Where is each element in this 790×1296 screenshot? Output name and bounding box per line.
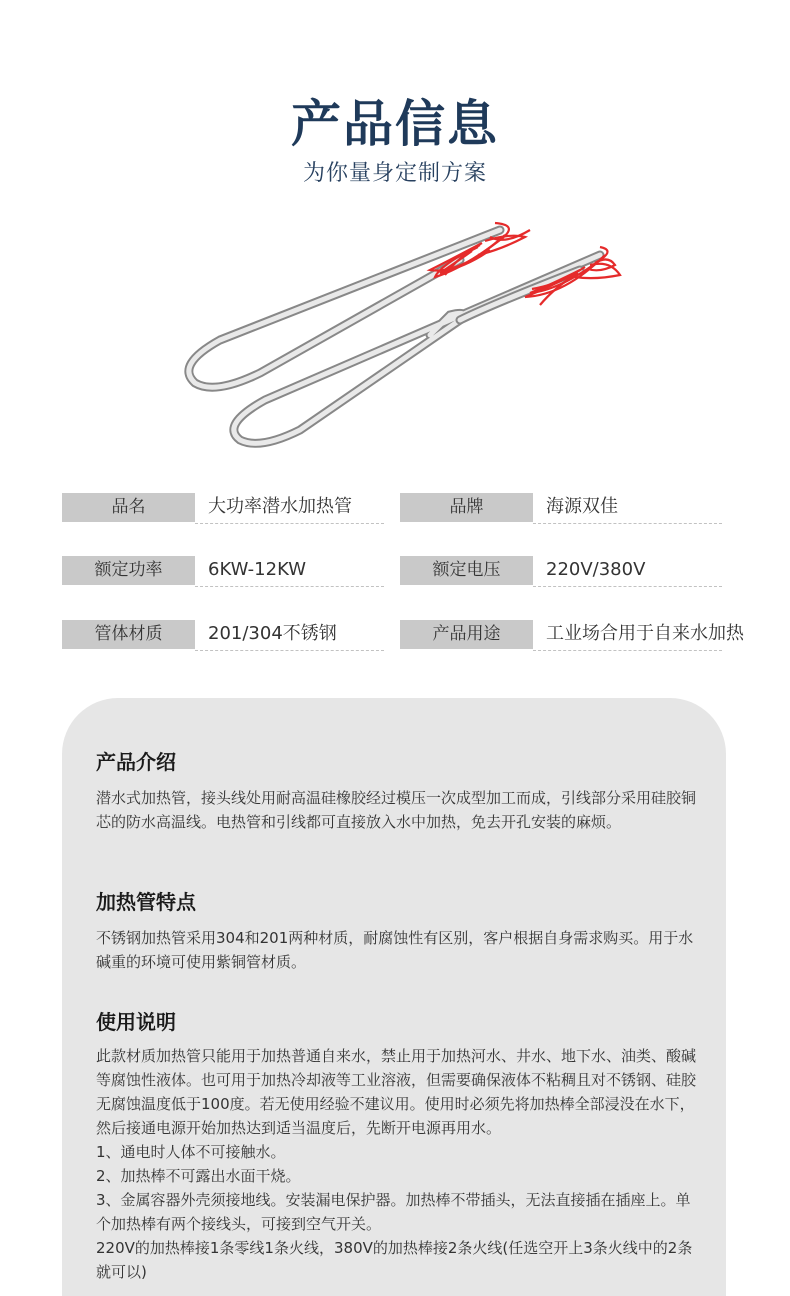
spec-label: 品牌	[400, 493, 533, 522]
divider	[533, 650, 722, 651]
spec-label: 额定功率	[62, 556, 195, 585]
spec-row	[62, 617, 744, 651]
intro-title: 产品介绍	[96, 750, 176, 774]
spec-item-material	[62, 617, 384, 651]
spec-label: 品名	[62, 493, 195, 522]
page-subtitle: 为你量身定制方案	[302, 161, 487, 186]
spec-item-usage	[400, 617, 744, 651]
spec-value: 大功率潜水加热管	[208, 496, 352, 517]
spec-row	[62, 490, 724, 524]
spec-row	[62, 553, 724, 587]
spec-item-power	[62, 553, 384, 587]
features-title: 加热管特点	[96, 890, 196, 914]
usage-title: 使用说明	[96, 1010, 176, 1034]
usage-item: 2、加热棒不可露出水面干烧。	[96, 1167, 301, 1185]
spec-value: 220V/380V	[546, 559, 646, 580]
usage-paragraph: 此款材质加热管只能用于加热普通自来水，禁止用于加热河水、井水、地下水、油类、酸碱等腐蚀性液体。也可用于加热冷却液等工业溶液，但需要确保液体不粘稠且对不锈钢、硅胶无腐蚀温度低于100度。若无使用经验不建议用。使用时必须先将加热棒全部浸没在水下，然后接通电源开始加热达到适当温度后，先断开电源再用水。	[96, 1047, 697, 1137]
spec-item-brand	[400, 490, 722, 524]
divider	[195, 586, 384, 587]
usage-item: 1、通电时人体不可接触水。	[96, 1143, 286, 1161]
spec-value: 201/304不锈钢	[208, 623, 337, 644]
usage-text	[96, 1044, 701, 1284]
spec-value: 海源双佳	[546, 496, 618, 517]
usage-item: 3、金属容器外壳须接地线。安装漏电保护器。加热棒不带插头，无法直接插在插座上。单个加热棒有两个接线头，可接到空气开关。	[96, 1191, 691, 1233]
divider	[195, 650, 384, 651]
spec-label: 额定电压	[400, 556, 533, 585]
heating-tube-image	[160, 215, 630, 455]
page-title: 产品信息	[291, 95, 499, 153]
divider	[533, 523, 722, 524]
spec-item-name	[62, 490, 384, 524]
intro-text: 潜水式加热管，接头线处用耐高温硅橡胶经过模压一次成型加工而成，引线部分采用硅胶铜芯的防水高温线。电热管和引线都可直接放入水中加热，免去开孔安装的麻烦。	[96, 789, 697, 831]
spec-label: 产品用途	[400, 620, 533, 649]
divider	[533, 586, 722, 587]
usage-item: 220V的加热棒接1条零线1条火线，380V的加热棒接2条火线(任选空开上3条火线中的2条就可以)	[96, 1239, 693, 1281]
features-text: 不锈钢加热管采用304和201两种材质，耐腐蚀性有区别，客户根据自身需求购买。用于水碱重的环境可使用紫铜管材质。	[96, 929, 694, 971]
spec-value: 6KW-12KW	[208, 559, 307, 580]
spec-value: 工业场合用于自来水加热	[546, 623, 744, 644]
spec-label: 管体材质	[62, 620, 195, 649]
divider	[195, 523, 384, 524]
spec-item-voltage	[400, 553, 722, 587]
